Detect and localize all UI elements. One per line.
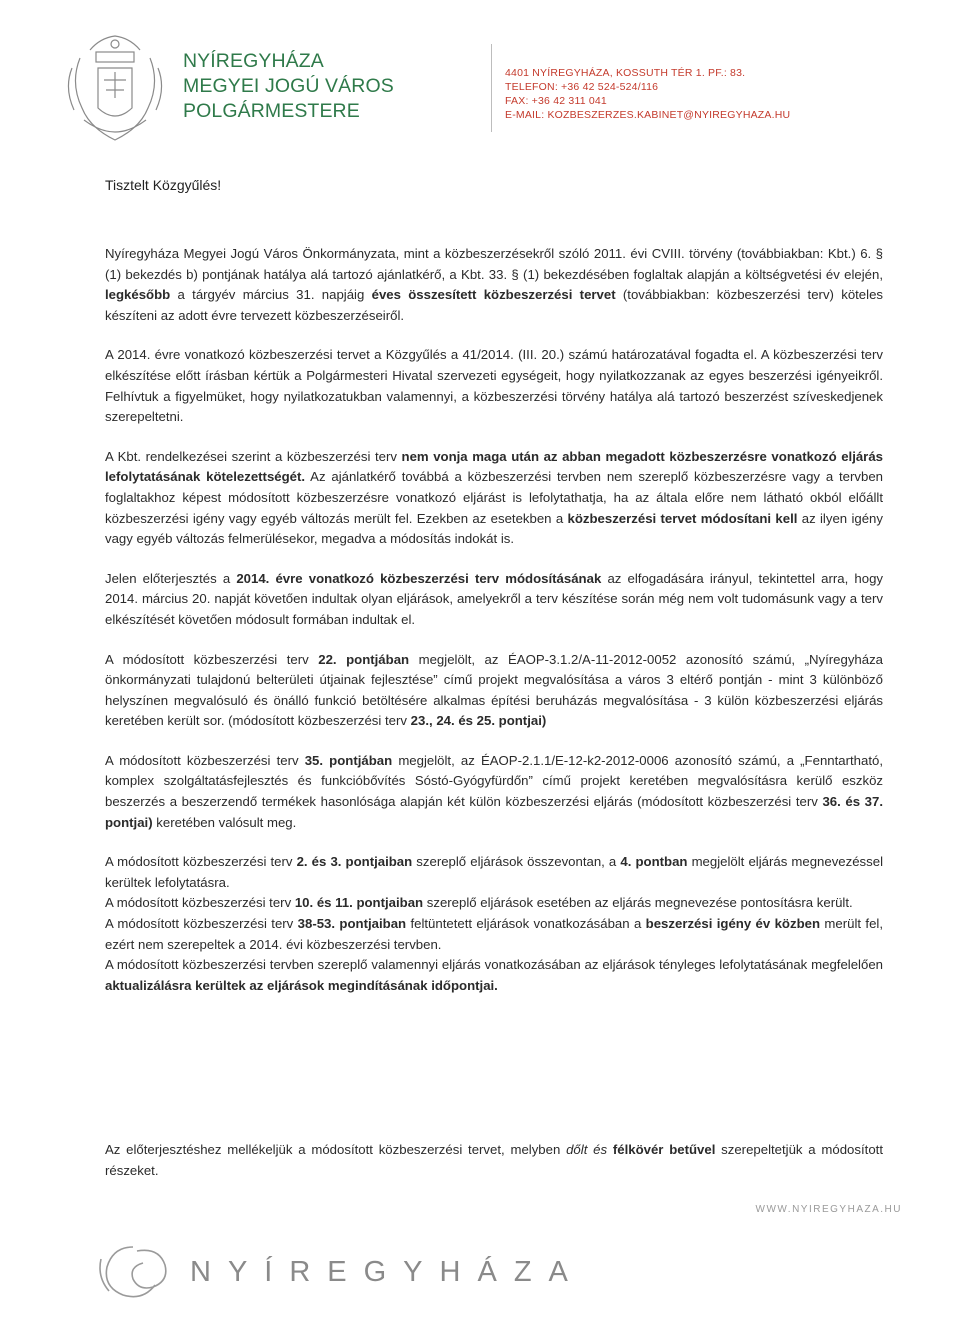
contact-email: E-MAIL: KOZBESZERZES.KABINET@NYIREGYHAZA.HU [505, 109, 791, 121]
paragraph-9: A módosított közbeszerzési terv 38-53. pontjaiban feltüntetett eljárások vonatkozásában a beszerzési igény év közben merült fel, ezért nem szerepeltek a 2014. évi közbeszerzési tervben. [105, 916, 883, 952]
org-line-3: POLGÁRMESTERE [183, 100, 360, 122]
salutation: Tisztelt Közgyűlés! [105, 177, 222, 193]
paragraph-6: A módosított közbeszerzési terv 35. pontjában megjelölt, az ÉAOP-2.1.1/E-12-k2-2012-0006 azonosító számú, a „Fenntartható, komplex szolgáltatásfejlesztés és funkcióbővítés Sóstó-Gyógyfürdőn” című projekt keretében megvalósításra kerülő eszköz beszerzés a beszerzendő termékek hasonlósága alapján két külön közbeszerzési eljárás (módosított közbeszerzési terv 36. és 37. pontjai) keretében valósult meg. [105, 752, 883, 830]
paragraph-7: A módosított közbeszerzési terv 2. és 3. pontjaiban szereplő eljárások összevontan, a 4. pontban megjelölt eljárás megnevezéssel kerültek lefolytatásra. [105, 854, 884, 890]
paragraph-5: A módosított közbeszerzési terv 22. pontjában megjelölt, az ÉAOP-3.1.2/A-11-2012-0052 azonosító számú, „Nyíregyháza önkormányzati tulajdonú belterületi útjainak fejlesztése” című projekt megvalósítása a város 3 eltérő pontján - mint 3 különböző helyszínen megvalósuló és önálló funkció betöltésére alkalmas építési beruházás megvalósítása - 3 külön közbeszerzési eljárás keretében került sor. (módosított közbeszerzési terv 23., 24. és 25. pontjai) [105, 651, 884, 729]
organization-name [183, 49, 394, 124]
contact-fax: FAX: +36 42 311 041 [505, 95, 607, 107]
city-coat-of-arms-logo [60, 28, 170, 146]
closing-paragraph: Az előterjesztéshez mellékeljük a módosított közbeszerzési tervet, melyben dőlt és félkövér betűvel szerepeltetjük a módosított részeket. [105, 1142, 883, 1178]
letter-body [105, 244, 883, 996]
org-line-2: MEGYEI JOGÚ VÁROS [183, 75, 394, 97]
paragraph-2: A 2014. évre vonatkozó közbeszerzési tervet a Közgyűlés a 41/2014. (III. 20.) számú határozatával fogadta el. A közbeszerzési terv elkészítése előtt írásban kértük a Polgármesteri Hivatal szervezeti egységeit, hogy nyilatkozzanak az egyes beszerzési igényeikről. Felhívtuk a figyelmüket, hogy nyilatkozatukban valamennyi, a közbeszerzési törvény hatálya alá tartozó beszerzést szíveskedjenek szerepeltetni. [105, 347, 883, 425]
paragraph-4: Jelen előterjesztés a 2014. évre vonatkozó közbeszerzési terv módosításának az elfogadására irányul, tekintettel arra, hogy 2014. március 20. napját követően indultak olyan eljárások, amelyekről a terv készítése során még nem volt tudomásunk vagy a terv elkészítését követően módosult formában indultak el. [105, 570, 884, 627]
paragraph-10: A módosított közbeszerzési tervben szereplő valamennyi eljárás vonatkozásában az eljárások tényleges lefolytatásának megfelelően aktualizálásra kerültek az eljárások megindításának időpontjai. [105, 957, 883, 993]
contact-address: 4401 NYÍREGYHÁZA, KOSSUTH TÉR 1. PF.: 83. [505, 67, 746, 79]
nyiregyhaza-swirl-logo-icon [93, 1237, 181, 1303]
header-divider [491, 44, 492, 132]
footer-wordmark: NYÍREGYHÁZA [190, 1256, 585, 1288]
org-line-1: NYÍREGYHÁZA [183, 50, 324, 72]
paragraph-8: A módosított közbeszerzési terv 10. és 11. pontjaiban szereplő eljárások esetében az eljárás megnevezése pontosításra került. [105, 895, 853, 911]
contact-block [505, 66, 790, 122]
paragraph-1: Nyíregyháza Megyei Jogú Város Önkormányzata, mint a közbeszerzésekről szóló 2011. évi CVIII. törvény (továbbiakban: Kbt.) 6. § (1) bekezdés b) pontjának hatálya alá tartozó ajánlatkérő, a Kbt. 33. § (1) bekezdésében foglaltak alapján a költségvetési év elején, legkésőbb a tárgyév március 31. napjáig éves összesített közbeszerzési tervet (továbbiakban: közbeszerzési terv) köteles készíteni az adott évre tervezett közbeszerzéseiről. [105, 246, 884, 323]
website-url: WWW.NYIREGYHAZA.HU [755, 1204, 902, 1215]
contact-phone: TELEFON: +36 42 524-524/116 [505, 81, 659, 93]
paragraph-3: A Kbt. rendelkezései szerint a közbeszerzési terv nem vonja maga után az abban megadott közbeszerzésre vonatkozó eljárás lefolytatásának kötelezettségét. Az ajánlatkérő továbbá a közbeszerzési tervben nem szereplő közbeszerzésre vagy a tervben foglaltakhoz képest módosított közbeszerzésre vonatkozó eljárást is lefolytathatja, ha az általa előre nem látható okból előállt közbeszerzési igény vagy egyéb változás merült fel. Ezekben az esetekben a közbeszerzési tervet módosítani kell az ilyen igény vagy egyéb változás felmerülésekor, megadva a módosítás indokát is. [105, 448, 883, 547]
